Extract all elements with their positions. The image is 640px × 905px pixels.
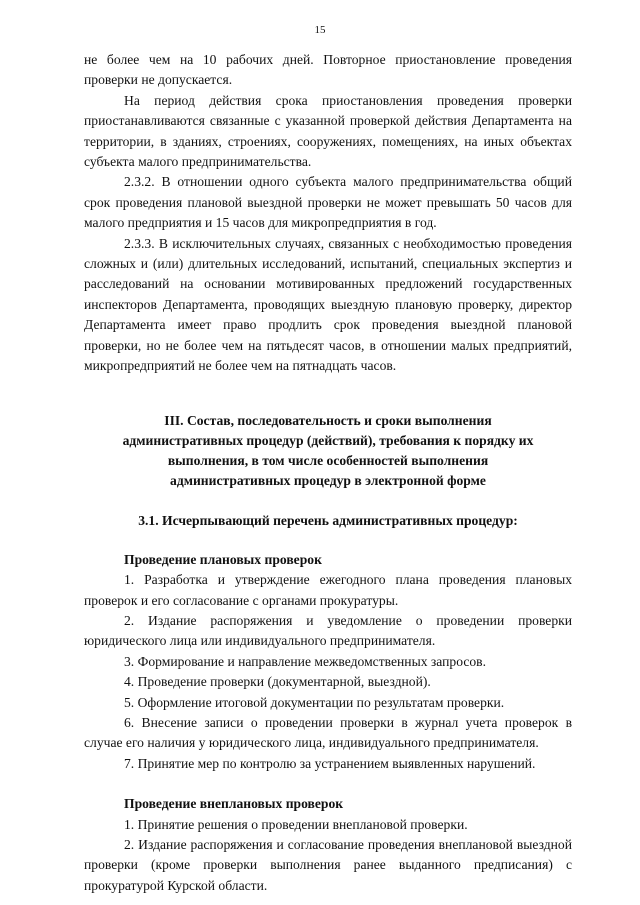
paragraph-continuation: не более чем на 10 рабочих дней. Повторное приостановление проведения проверки не допускается. — [84, 52, 572, 88]
section-title-line: административных процедур (действий), требования к порядку их — [122, 432, 534, 448]
list-item: 4. Проведение проверки (документарной, выездной). — [124, 674, 431, 690]
list-item: 7. Принятие мер по контролю за устранением выявленных нарушений. — [124, 755, 536, 771]
section-title-line: выполнения, в том числе особенностей выполнения — [167, 452, 489, 468]
document-body — [84, 50, 572, 896]
list-item: 6. Внесение записи о проведении проверки в журнал учета проверок в случае его наличия у юридического лица, индивидуального предпринимателя. — [84, 714, 572, 751]
paragraph-2-3-3: 2.3.3. В исключительных случаях, связанных с необходимостью проведения сложных и (или) длительных исследований, испытаний, специальных экспертиз и расследований на основании мотивированных предложений государственных инспекторов Департамента, проводящих выездную плановую проверку, директор Департамента имеет право продлить срок проведения выездной плановой проверки, но не более чем на пятьдесят часов, в отношении малых предприятий, микропредприятий не более чем на пятнадцать часов. — [84, 235, 572, 374]
list-item: 1. Принятие решения о проведении внеплановой проверки. — [124, 816, 468, 832]
planned-heading: Проведение плановых проверок — [124, 551, 322, 567]
list-item: 1. Разработка и утверждение ежегодного плана проведения плановых проверок и его согласование с органами прокуратуры. — [84, 572, 572, 608]
list-item: 5. Оформление итоговой документации по результатам проверки. — [124, 694, 505, 710]
section-title-line: III. Состав, последовательность и сроки выполнения — [164, 412, 492, 428]
list-item: 3. Формирование и направление межведомственных запросов. — [124, 653, 486, 669]
paragraph-suspension: На период действия срока приостановления проведения проверки приостанавливаются связанные с указанной проверкой действия Департамента на территории, в зданиях, строениях, сооружениях, помещениях, на иных объектах субъекта малого предпринимательства. — [84, 92, 572, 170]
unplanned-inspections — [84, 794, 572, 896]
list-item: 2. Издание распоряжения и уведомление о проведении проверки юридического лица или индивидуального предпринимателя. — [84, 612, 572, 649]
section-title — [84, 411, 572, 492]
unplanned-heading: Проведение внеплановых проверок — [124, 796, 344, 812]
planned-inspections — [84, 550, 572, 774]
subsection-title: 3.1. Исчерпывающий перечень административных процедур: — [138, 513, 518, 529]
section-title-line: административных процедур в электронной форме — [170, 473, 486, 489]
page-number: 15 — [314, 24, 326, 36]
list-item: 2. Издание распоряжения и согласование проведения внеплановой выездной проверки (кроме проверки выполнения ранее выданного предписания) с прокуратурой Курской области. — [84, 837, 572, 893]
paragraph-2-3-2: 2.3.2. В отношении одного субъекта малого предпринимательства общий срок проведения плановой выездной проверки не может превышать 50 часов для малого предприятия и 15 часов для микропредприятия в год. — [84, 174, 572, 231]
